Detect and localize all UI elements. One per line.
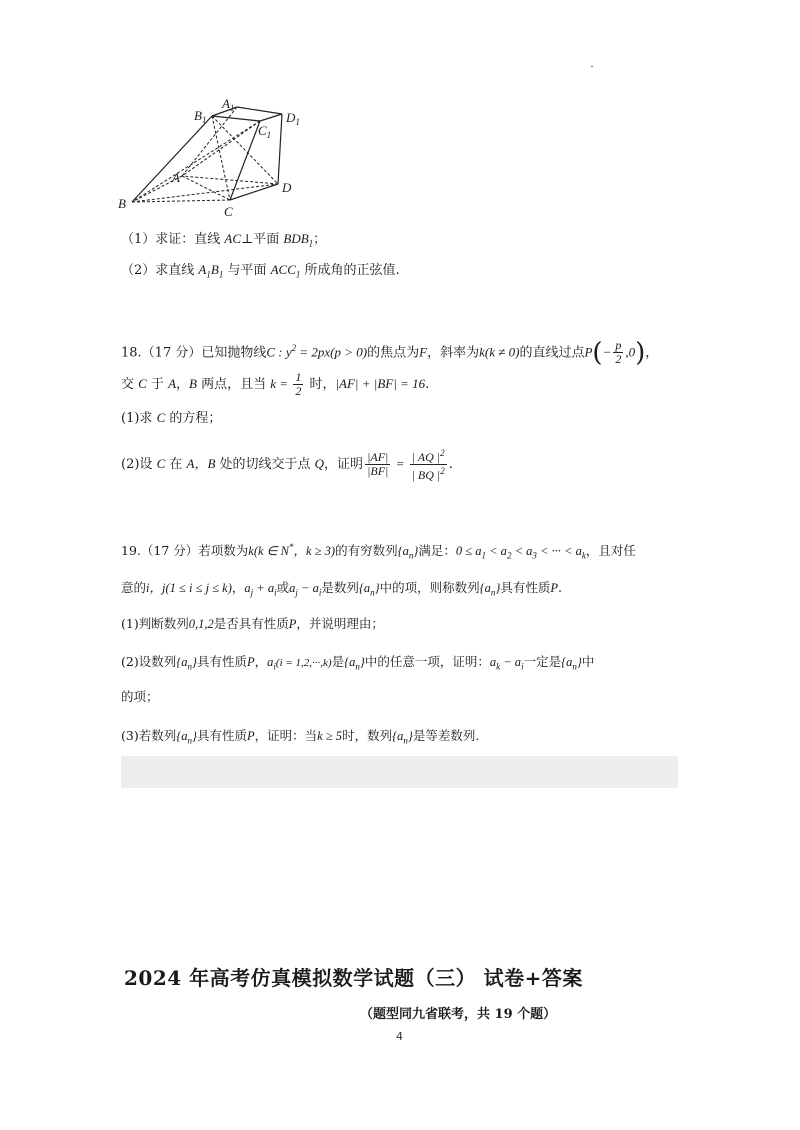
label-B: B	[118, 196, 126, 211]
q19-sub3: (3)若数列$\{a_n\}$具有性质P，证明：当k ≥ 5时，数列$\{a_n\}$是等差数列.	[121, 728, 480, 746]
q19-stem-line1: 19.（17 分）若项数为k(k ∈ N*，k ≥ 3)的有穷数列$\{a_n\}$满足：$0 \le a_1 < a_2 < a_3$ < ··· < $a_k$，且对任	[121, 542, 636, 561]
label-D: D	[282, 180, 292, 195]
page-number: 4	[396, 1030, 403, 1043]
q18-sub1: (1)求 C 的方程；	[121, 410, 222, 426]
q19-sub1: (1)判断数列0,1,2是否具有性质P，并说明理由；	[121, 616, 384, 631]
label-C1: $C_1$	[258, 123, 272, 140]
q18-stem-line1: 18.（17 分）已知抛物线C : $y^2 = 2px(p > 0)$的焦点为F，斜率为k(k ≠ 0)的直线过点P(− $\frac{p}{2}$ ,0)，	[121, 337, 659, 368]
q18-stem-line2: 交 C 于 A，B 两点，且当 k = $\frac{1}{2}$ 时，|AF| + |BF| = 16.	[121, 370, 430, 398]
q19-sub2: (2)设数列$\{a_n\}$具有性质P，$a_i(i = 1,2,\cdot\cdot\cdot,k)$是$\{a_n\}$中的任意一项，证明：$a_k - a_i$一定是$\{a_n\}$中	[121, 654, 595, 672]
q19-sub2-cont: 的项；	[121, 689, 159, 704]
label-A: A	[172, 170, 180, 185]
document-title: 2024 年高考仿真模拟数学试题（三） 试卷+答案	[124, 966, 583, 990]
label-D1: $D_1$	[286, 110, 300, 127]
q17-part2: （2）求直线 $A_1B_1$ 与平面 $ACC_1$ 所成角的正弦值.	[121, 262, 400, 280]
scan-speck	[591, 66, 593, 67]
label-C: C	[224, 204, 233, 219]
answer-placeholder-box	[121, 756, 678, 788]
prism-figure	[112, 96, 322, 226]
q18-sub2: (2)设 C 在 A，B 处的切线交于点 Q，证明 $\frac{|AF|}{|BF|}$ = $\frac{| AQ |^2}{| BQ |^2}$ .	[121, 448, 453, 482]
q17-part1: （1）求证：直线 AC⊥平面 $BDB_1$；	[121, 231, 327, 249]
q19-stem-line2: 意的i，j(1 ≤ i ≤ j ≤ k)，$a_j + a_i$或$a_j - a_i$是数列$\{a_n\}$中的项，则称数列$\{a_n\}$具有性质P.	[121, 580, 563, 598]
label-B1: $B_1$	[194, 108, 207, 125]
document-subtitle: （题型同九省联考，共 19 个题）	[360, 1007, 557, 1022]
prism-diagram	[112, 96, 322, 226]
label-A1: $A_1$	[222, 96, 235, 113]
